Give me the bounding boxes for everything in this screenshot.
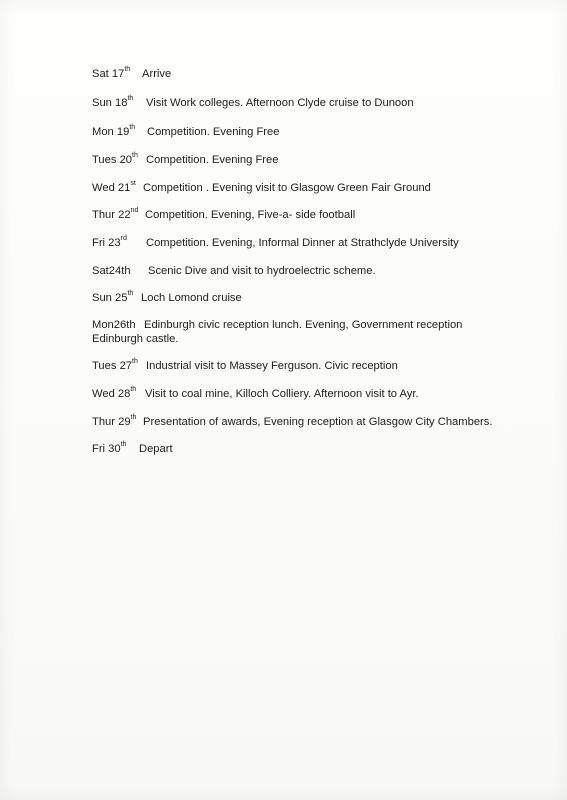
entry-day: Mon 19th	[92, 124, 136, 138]
entry-day: Sun 18th	[92, 95, 134, 109]
schedule-entry-thur-22	[92, 209, 512, 223]
schedule-entry-tues-20	[92, 154, 512, 168]
schedule-entry-thur-29	[92, 416, 512, 430]
entry-description: Visit to coal mine, Killoch Colliery. Afternoon visit to Ayr.	[145, 388, 419, 400]
entry-day: Fri 23rd	[92, 235, 127, 249]
entry-day: Thur 29th	[92, 414, 137, 428]
entry-description: Depart	[139, 443, 173, 455]
schedule-entry-fri-30	[92, 443, 512, 457]
entry-day: Sat 17th	[92, 66, 131, 80]
entry-description: Arrive	[142, 68, 172, 80]
entry-day: Mon26th	[92, 319, 136, 331]
entry-day: Sat24th	[92, 265, 131, 277]
entry-description: Competition. Evening, Informal Dinner at Strathclyde University	[146, 237, 459, 249]
entry-day: Tues 20th	[92, 152, 138, 166]
schedule-entry-sun-18	[92, 97, 512, 111]
entry-day: Wed 21st	[92, 180, 136, 194]
entry-description: Competition. Evening Free	[147, 126, 280, 138]
entry-day: Fri 30th	[92, 441, 127, 455]
schedule-entry-mon-19	[92, 126, 512, 140]
entry-description: Industrial visit to Massey Ferguson. Civic reception	[146, 360, 398, 372]
schedule-entry-fri-23	[92, 237, 512, 251]
schedule-entry-wed-21	[92, 182, 512, 196]
entry-description: Scenic Dive and visit to hydroelectric scheme.	[148, 265, 376, 277]
entry-day: Tues 27th	[92, 358, 138, 372]
schedule-entry-sun-25	[92, 292, 512, 306]
schedule-entry-mon-26	[92, 319, 472, 346]
entry-description: Competition. Evening Free	[146, 154, 279, 166]
entry-day: Thur 22nd	[92, 207, 139, 221]
entry-day: Sun 25th	[92, 290, 134, 304]
schedule-entry-sat-17	[92, 68, 512, 82]
schedule-entry-wed-28	[92, 388, 512, 402]
entry-description: Competition . Evening visit to Glasgow Green Fair Ground	[143, 182, 431, 194]
schedule-entry-tues-27	[92, 360, 512, 374]
entry-description: Loch Lomond cruise	[141, 292, 242, 304]
entry-description: Edinburgh civic reception lunch. Evening, Government reception Edinburgh castle.	[92, 319, 463, 345]
entry-description: Visit Work colleges. Afternoon Clyde cruise to Dunoon	[146, 97, 414, 109]
entry-description: Presentation of awards, Evening reception at Glasgow City Chambers.	[143, 416, 493, 428]
schedule-entry-sat-24	[92, 265, 512, 279]
entry-day: Wed 28th	[92, 386, 137, 400]
entry-description: Competition. Evening, Five-a- side football	[145, 209, 356, 221]
